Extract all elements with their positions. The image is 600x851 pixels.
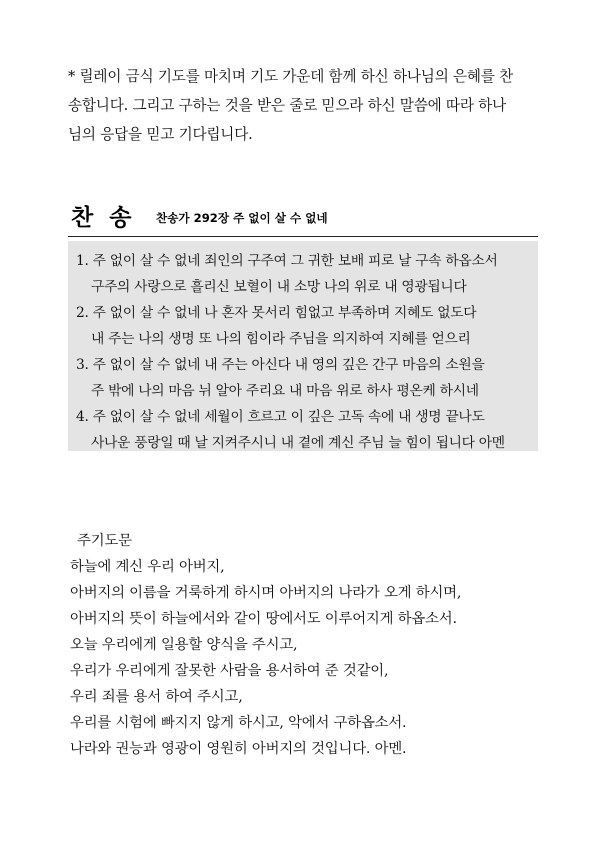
hymn-verse-4 [76, 404, 530, 456]
prayer-line: 아버지의 이름을 거룩하게 하시며 아버지의 나라가 오게 하시며, [70, 585, 462, 601]
prayer-line: 아버지의 뜻이 하늘에서와 같이 땅에서도 이루어지게 하옵소서. [70, 611, 457, 627]
verse-line: 주 밖에 나의 마음 뉘 알아 주리요 내 마음 위로 하사 평온케 하시네 [91, 383, 479, 399]
prayer-line: 우리를 시험에 빠지지 않게 하시고, 악에서 구하옵소서. [70, 715, 407, 731]
verse-line: 사나운 풍랑일 때 날 지켜주시니 내 곁에 계신 주님 늘 힘이 됩니다 아멘 [91, 435, 505, 451]
verse-line: 3. 주 없이 살 수 없네 내 주는 아신다 내 영의 깊은 간구 마음의 소원을 [76, 357, 485, 373]
verse-line: 2. 주 없이 살 수 없네 나 혼자 못서리 힘없고 부족하며 지혜도 없도다 [76, 305, 477, 321]
hymn-heading [68, 196, 538, 237]
verse-line: 4. 주 없이 살 수 없네 세월이 흐르고 이 깊은 고독 속에 내 생명 끝나도 [76, 409, 485, 425]
intro-line: * 릴레이 금식 기도를 마치며 기도 가운데 함께 하신 하나님의 은혜를 찬 [68, 68, 514, 85]
prayer-line: 나라와 권능과 영광이 영원히 아버지의 것입니다. 아멘. [70, 741, 407, 757]
verse-line: 1. 주 없이 살 수 없네 죄인의 구주여 그 귀한 보배 피로 날 구속 하옵소서 [76, 253, 498, 269]
verse-line: 내 주는 나의 생명 또 나의 힘이라 주님을 의지하여 지혜를 얻으리 [91, 331, 471, 347]
lords-prayer [70, 528, 530, 762]
hymn-title: 찬 송 [71, 205, 136, 231]
intro-line: 송합니다. 그리고 구하는 것을 받은 줄로 믿으라 하신 말씀에 따라 하나 [68, 97, 506, 114]
hymn-subtitle: 찬송가 292장 주 없이 살 수 없네 [156, 211, 328, 225]
prayer-line: 하늘에 계신 우리 아버지, [70, 559, 225, 575]
prayer-title: 주기도문 [77, 533, 132, 549]
hymn-lyrics-box [68, 241, 538, 451]
intro-paragraph [68, 62, 534, 149]
prayer-line: 오늘 우리에게 일용할 양식을 주시고, [70, 637, 298, 653]
hymn-verse-3 [76, 352, 530, 404]
prayer-line: 우리가 우리에게 잘못한 사람을 용서하여 준 것같이, [70, 663, 389, 679]
hymn-verse-2 [76, 300, 530, 352]
verse-line: 구주의 사랑으로 흘리신 보혈이 내 소망 나의 위로 내 영광됩니다 [91, 279, 467, 295]
hymn-verse-1 [76, 248, 530, 300]
prayer-line: 우리 죄를 용서 하여 주시고, [70, 689, 243, 705]
intro-line: 님의 응답을 믿고 기다립니다. [68, 126, 253, 143]
